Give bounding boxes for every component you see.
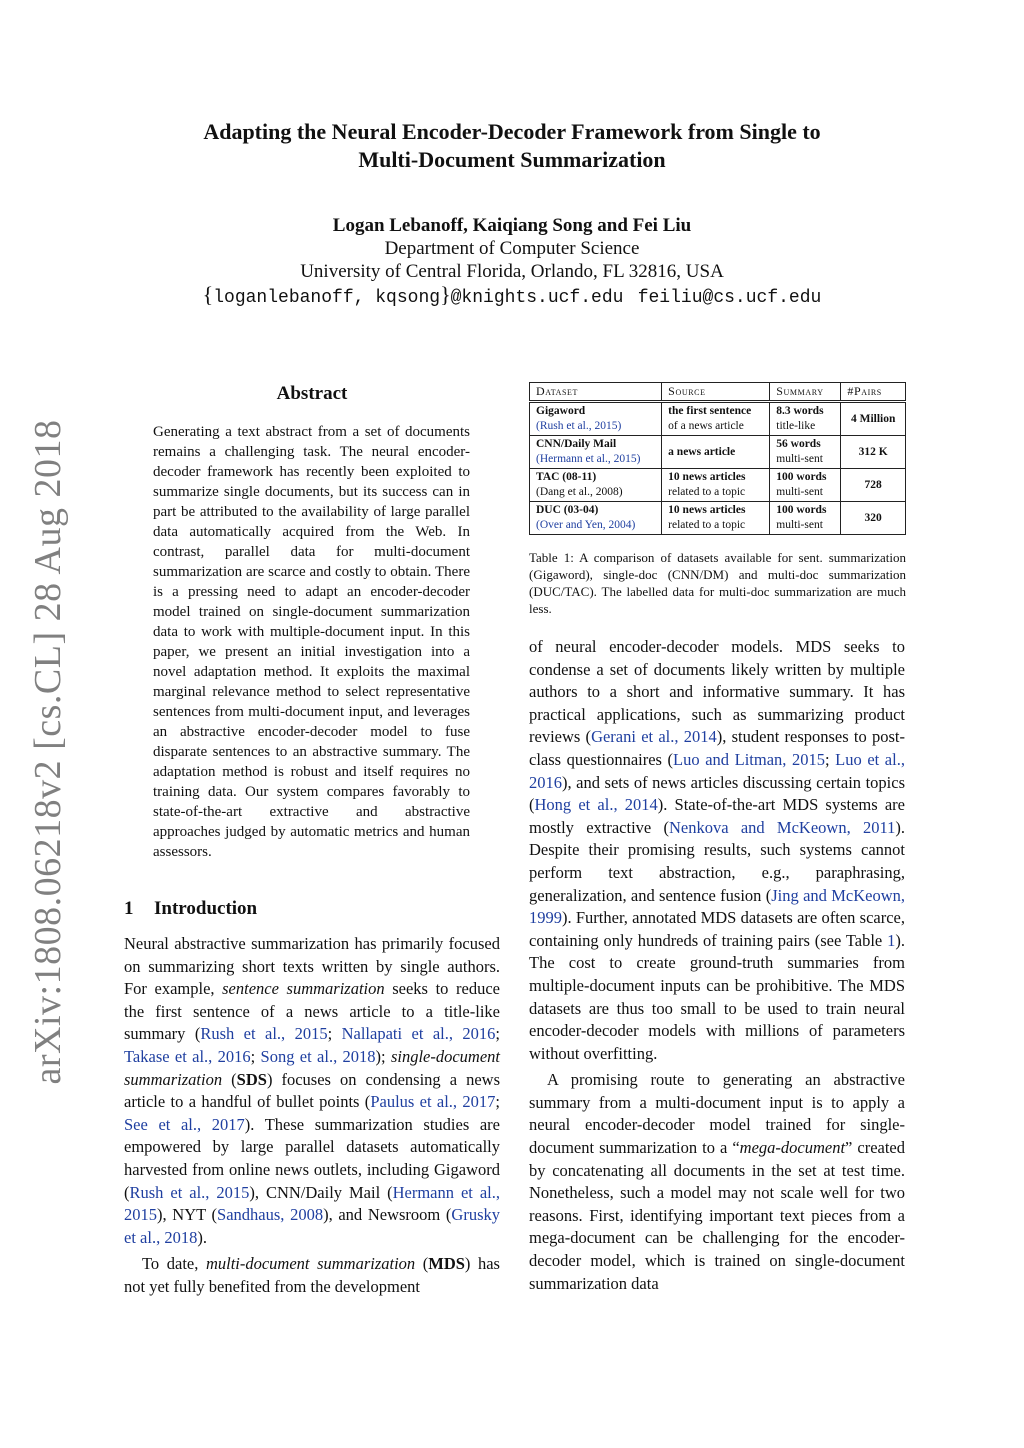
table-header-cell: Source (662, 383, 770, 402)
email-other: feiliu@cs.ucf.edu (637, 288, 822, 308)
section-heading (124, 898, 257, 920)
table-header-cell: Summary (770, 383, 841, 402)
right-paragraph-1: of neural encoder-decoder models. MDS seeks to condense a set of documents likely written by multiple authors to a short and informative summary. It has practical applications, such as summarizing product reviews (Gerani et al., 2014), student responses to post-class questionnaires (Luo and Litman, 2015; Luo et al., 2016), and sets of news articles discussing certain topics (Hong et al., 2014). State-of-the-art MDS systems are mostly extractive (Nenkova and McKeown, 2011). Despite their promising results, such systems cannot perform text abstraction, e.g., paraphrasing, generalization, and sentence fusion (Jing and McKeown, 1999). Further, annotated MDS datasets are often scarce, containing only hundreds of training pairs (see Table 1). The cost to create ground-truth summaries from multiple-document inputs can be prohibitive. The MDS datasets are thus too small to be used to train neural encoder-decoder models with millions of parameters without overfitting. (529, 637, 905, 1063)
citation-link[interactable]: Gerani et al., 2014 (591, 727, 717, 747)
intro-paragraph-1: Neural abstractive summarization has primarily focused on summarizing short texts written by single authors. For example, sentence summarization seeks to reduce the first sentence of a news article to a title-like summary (Rush et al., 2015; Nallapati et al., 2016; Takase et al., 2016; Song et al., 2018); single-document summarization (SDS) focuses on condensing a news article to a handful of bullet points (Paulus et al., 2017; See et al., 2017). These summarization studies are empowered by large parallel datasets automatically harvested from online news outlets, including Gigaword (Rush et al., 2015), CNN/Daily Mail (Hermann et al., 2015), NYT (Sandhaus, 2008), and Newsroom (Grusky et al., 2018). (124, 934, 501, 1247)
dataset-cell: DUC (03-04) (Over and Yen, 2004) (530, 502, 662, 535)
citation-link[interactable]: See et al., 2017 (124, 1114, 245, 1134)
source-cell: a news article (662, 436, 770, 469)
author-department: Department of Computer Science (384, 238, 640, 259)
table-caption: Table 1: A comparison of datasets available for sent. summarization (Gigaword), single-doc (CNN/DM) and multi-doc summarization (DUC/TAC). The labelled data for multi-doc summarization are much less. (529, 550, 906, 616)
table-reference-link[interactable]: 1 (887, 930, 896, 950)
pairs-cell: 320 (841, 502, 906, 535)
summary-cell: 100 words multi-sent (770, 502, 841, 535)
citation-link[interactable]: (Rush et al., 2015) (536, 420, 622, 432)
title-line-1: Adapting the Neural Encoder-Decoder Framework from Single to (203, 119, 821, 144)
table-row (530, 402, 906, 436)
table-header-row (530, 383, 906, 402)
source-cell: the first sentence of a news article (662, 402, 770, 436)
citation-link[interactable]: Rush et al., 2015 (200, 1024, 328, 1044)
citation-link[interactable]: Rush et al., 2015 (129, 1182, 250, 1202)
citation-link[interactable]: Nallapati et al., 2016 (341, 1024, 496, 1044)
table-row (530, 469, 906, 502)
citation-link[interactable]: Takase et al., 2016 (124, 1046, 251, 1066)
arxiv-stamp (8, 419, 88, 1085)
pairs-cell: 312 K (841, 436, 906, 469)
left-column (124, 933, 500, 1299)
section-title: Introduction (154, 898, 258, 919)
paper-title (112, 118, 912, 174)
author-emails: {loganlebanoff, kqsong}@knights.ucf.edu feiliu@cs.ucf.edu (202, 282, 822, 308)
title-line-2: Multi-Document Summarization (358, 147, 666, 172)
citation-link[interactable]: (Hermann et al., 2015) (536, 453, 641, 465)
author-block (112, 214, 912, 310)
summary-cell: 100 words multi-sent (770, 469, 841, 502)
citation-link[interactable]: Song et al., 2018 (260, 1046, 376, 1066)
abstract-text: Generating a text abstract from a set of documents remains a challenging task. The neural encoder-decoder framework has recently been exploited to summarize single documents, but its success can in part be attributed to the availability of large parallel data automatically acquired from the Web. In contrast, parallel data for multi-document summarization are scarce and costly to obtain. There is a pressing need to adapt an encoder-decoder model trained on single-document summarization data to work with multiple-document input. In this paper, we present an initial investigation into a novel adaptation method. It exploits the maximal marginal relevance method to select representative sentences from multi-document input, and leverages an abstractive encoder-decoder model to fuse disparate sentences to an abstractive summary. The adaptation method is robust and itself requires no training data. Our system compares favorably to state-of-the-art extractive and abstractive approaches judged by automatic metrics and human assessors. (153, 424, 470, 860)
citation-link[interactable]: Jing and McKeown, 1999 (529, 885, 905, 928)
email-domain: @knights.ucf.edu (450, 288, 624, 308)
email-group: loganlebanoff, kqsong (213, 288, 441, 308)
citation-link[interactable]: Hong et al., 2014 (534, 795, 658, 815)
arxiv-stamp-text: arXiv:1808.06218v2 [cs.CL] 28 Aug 2018 (27, 419, 69, 1085)
intro-paragraph-2: To date, multi-document summarization (MDS) has not yet fully benefited from the development (124, 1254, 500, 1296)
citation-link[interactable]: Paulus et al., 2017 (370, 1092, 496, 1112)
right-column (529, 636, 905, 1295)
pairs-cell: 728 (841, 469, 906, 502)
right-paragraph-2: A promising route to generating an abstractive summary from a multi-document input is to apply a neural encoder-decoder model trained for single-document summarization to a “mega-document” created by concatenating all documents in the set at test time. Nonetheless, such a model may not scale well for two reasons. First, identifying important text pieces from a mega-document can be challenging for the encoder-decoder model, which is trained on single-document summarization data (529, 1070, 906, 1293)
citation-link[interactable]: Nenkova and McKeown, 2011 (669, 817, 896, 837)
citation-link[interactable]: Grusky et al., 2018 (124, 1205, 500, 1247)
table-header-cell: Dataset (530, 383, 662, 402)
table-row (530, 502, 906, 535)
dataset-cell: TAC (08-11) (Dang et al., 2008) (530, 469, 662, 502)
table-header-cell: #Pairs (841, 383, 906, 402)
citation-link[interactable]: Luo et al., 2016 (529, 749, 905, 792)
author-university: University of Central Florida, Orlando, FL 32816, USA (300, 261, 724, 282)
dataset-table (529, 382, 906, 535)
dataset-cell: Gigaword (Rush et al., 2015) (530, 402, 662, 436)
summary-cell: 8.3 words title-like (770, 402, 841, 436)
section-number: 1 (124, 898, 134, 919)
citation-link[interactable]: Sandhaus, 2008 (217, 1205, 324, 1225)
citation-link[interactable]: Luo and Litman, 2015 (673, 749, 825, 769)
source-cell: 10 news articles related to a topic (662, 502, 770, 535)
source-cell: 10 news articles related to a topic (662, 469, 770, 502)
author-names: Logan Lebanoff, Kaiqiang Song and Fei Liu (332, 215, 692, 236)
table-row (530, 436, 906, 469)
summary-cell: 56 words multi-sent (770, 436, 841, 469)
citation-link[interactable]: (Over and Yen, 2004) (536, 519, 636, 531)
citation-link[interactable]: Hermann et al., 2015 (124, 1182, 500, 1225)
abstract-heading: Abstract (276, 383, 348, 404)
dataset-cell: CNN/Daily Mail (Hermann et al., 2015) (530, 436, 662, 469)
pairs-cell: 4 Million (841, 402, 906, 436)
